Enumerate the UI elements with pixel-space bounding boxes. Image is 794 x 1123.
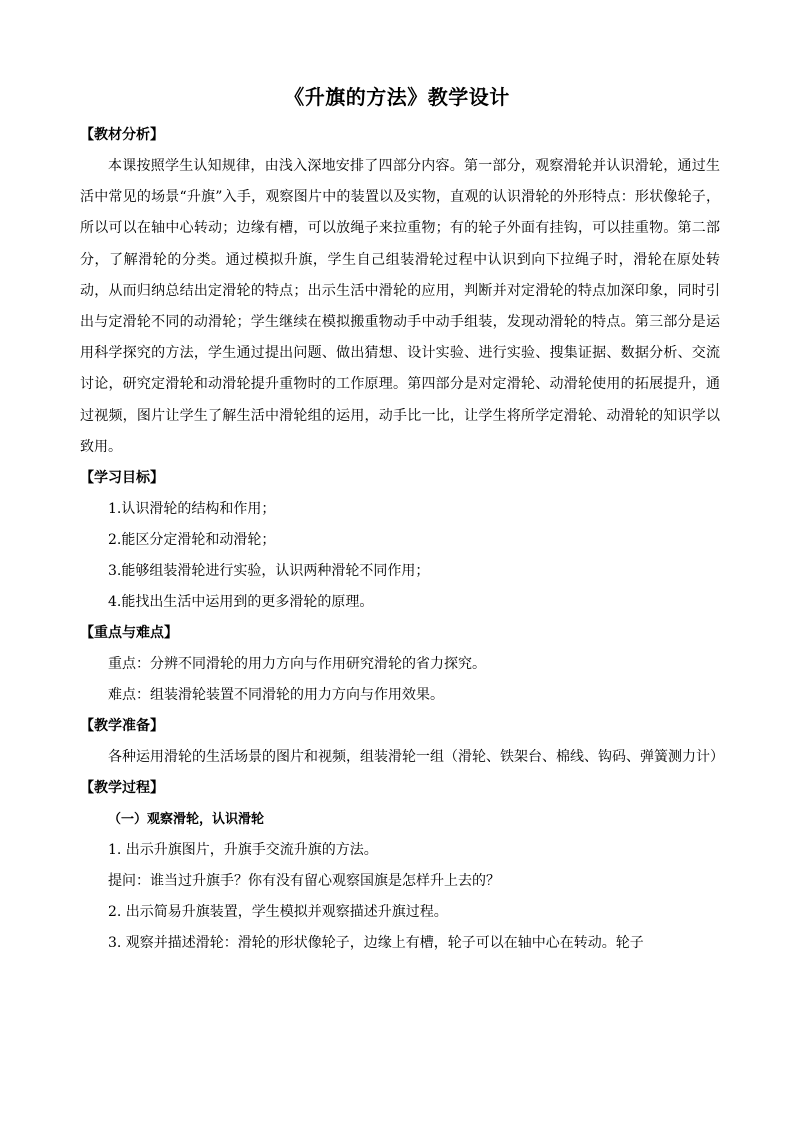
goal-item: 2.能区分定滑轮和动滑轮；	[108, 532, 276, 549]
goal-item: 3.能够组装滑轮进行实验，认识两种滑轮不同作用；	[108, 563, 430, 580]
process-step: 3. 观察并描述滑轮：滑轮的形状像轮子，边缘上有槽，轮子可以在轴中心在转动。轮子	[108, 935, 644, 952]
goal-item: 1.认识滑轮的结构和作用；	[108, 501, 276, 518]
section-heading-analysis: 【教材分析】	[80, 127, 164, 143]
section-heading-preparation: 【教学准备】	[80, 718, 164, 735]
goal-item: 4.能找出生活中运用到的更多滑轮的原理。	[108, 594, 374, 611]
process-step: 2. 出示简易升旗装置，学生模拟并观察描述升旗过程。	[108, 904, 448, 921]
process-subheading: （一）观察滑轮，认识滑轮	[108, 812, 265, 828]
section-heading-key-points: 【重点与难点】	[80, 625, 178, 642]
document-title: 《升旗的方法》教学设计	[284, 85, 510, 109]
difficulty-text: 难点：组装滑轮装置不同滑轮的用力方向与作用效果。	[108, 687, 444, 704]
analysis-paragraph: 本课按照学生认知规律，由浅入深地安排了四部分内容。第一部分，观察滑轮并认识滑轮，通过生活中常见的场景“升旗”入手，观察图片中的装置以及实物，直观的认识滑轮的外形特点：形状像轮子，所以可以在轴中心转动；边缘有槽，可以放绳子来拉重物；有的轮子外面有挂钩，可以挂重物。第二部分，了解滑轮的分类。通过模拟升旗，学生自己组装滑轮过程中认识到向下拉绳子时，滑轮在原处转动，从而归纳总结出定滑轮的特点；出示生活中滑轮的应用，判断并对定滑轮的特点加深印象，同时引出与定滑轮不同的动滑轮；学生继续在模拟搬重物动手中动手组装，发现动滑轮的特点。第三部分是运用科学探究的方法，学生通过提出问题、做出猜想、设计实验、进行实验、搜集证据、数据分析、交流讨论，研究定滑轮和动滑轮提升重物时的工作原理。第四部分是对定滑轮、动滑轮使用的拓展提升，通过视频，图片让学生了解生活中滑轮组的运用，动手比一比，让学生将所学定滑轮、动滑轮的知识学以致用。	[80, 158, 720, 455]
section-heading-process: 【教学过程】	[80, 780, 164, 797]
document-body	[80, 120, 724, 959]
focus-text: 重点：分辨不同滑轮的用力方向与作用研究滑轮的省力探究。	[108, 656, 486, 673]
section-heading-goals: 【学习目标】	[80, 470, 164, 487]
process-step: 1. 出示升旗图片，升旗手交流升旗的方法。	[108, 842, 378, 859]
preparation-paragraph: 各种运用滑轮的生活场景的图片和视频，组装滑轮一组（滑轮、铁架台、棉线、钩码、弹簧测力计）	[108, 749, 724, 766]
process-step: 提问：谁当过升旗手？你有没有留心观察国旗是怎样升上去的？	[108, 873, 500, 890]
